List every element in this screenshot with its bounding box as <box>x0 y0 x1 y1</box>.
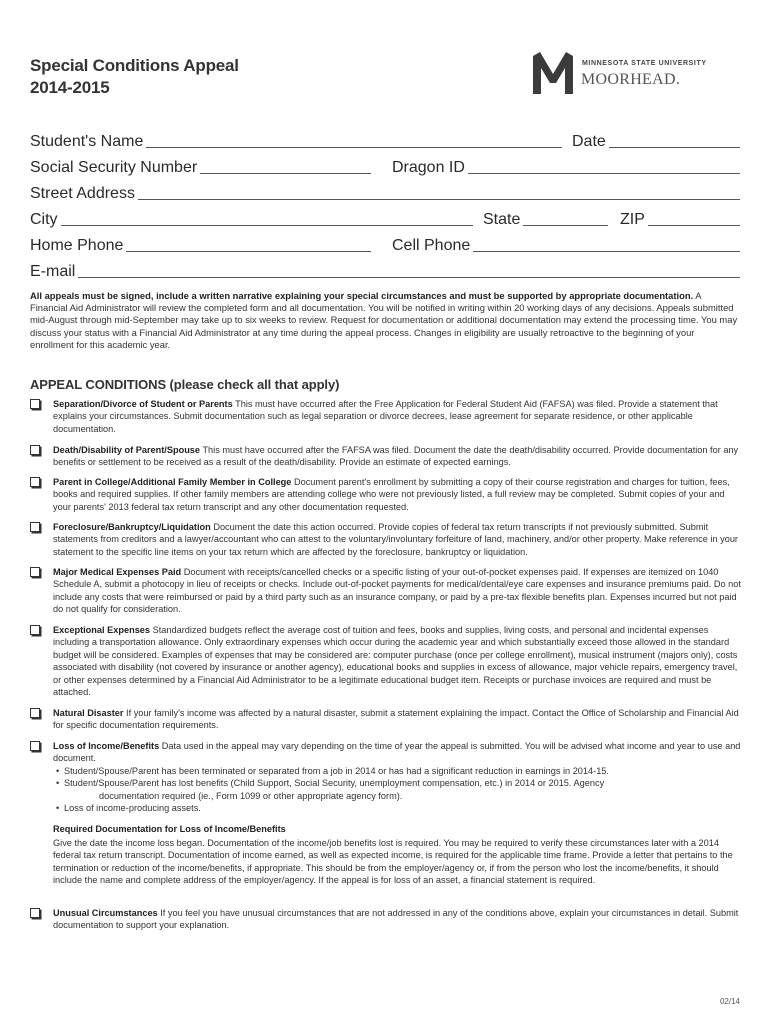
condition-text: If your family's income was affected by a natural disaster, submit a statement explaining the impact. Contact the Office of Scholarship and Financial Aid for specific documentation requirements. <box>53 708 739 731</box>
state-label: State <box>483 211 521 228</box>
condition-text: Document with receipts/cancelled checks or a specific listing of your out-of-pocket expenses paid. If expenses are itemized on 1040 Schedule A, submit a photocopy in lieu of receipts or checks. Include out-of-pocket payments for medical/dental/eye care expenses and insurance premiums paid. Do not include any costs that were reimbursed or paid by a third party such as an insurance company, or paid by a pre-tax flexible benefits plan. Expenses incurred but not paid do not qualify for consideration. <box>53 567 741 615</box>
home-phone-line[interactable] <box>126 241 371 252</box>
condition-title: Foreclosure/Bankruptcy/Liquidation <box>53 522 211 532</box>
logo-name-text: MOORHEAD. <box>581 71 681 88</box>
ssn-line[interactable] <box>200 163 371 174</box>
list-item-text: Student/Spouse/Parent has lost benefits (Child Support, Social Security, unemployment compensation, etc.) in 2014 or 2015. Agency <box>64 778 605 789</box>
condition-death-disability <box>30 444 742 469</box>
student-name-line[interactable] <box>146 137 562 148</box>
condition-text: Document parent's enrollment by submitting a copy of their course registration and charges for tuition, fees, books and required supplies. If other family members are attending college who were not previously listed, a full review may be completed. Submit copies of your and your parents' 2013 federal tax return transcript and any other documentation requested. <box>53 477 730 512</box>
condition-text: If you feel you have unusual circumstances that are not addressed in any of the conditions above, explain your circumstances in detail. Submit documentation to support your explanation. <box>53 908 739 931</box>
condition-title: Loss of Income/Benefits <box>53 741 160 751</box>
form-title-line2: 2014-2015 <box>30 78 110 97</box>
home-phone-field[interactable] <box>30 238 371 252</box>
zip-label: ZIP <box>620 211 645 228</box>
checkbox[interactable] <box>30 399 40 409</box>
dragon-id-label: Dragon ID <box>392 159 465 176</box>
condition-text: This must have occurred after the Free Application for Federal Student Aid (FAFSA) was filed. Provide a statement that explains your circumstances. Submit documentation such as legal separation or divorce decrees, lease agreement for separate residence, or other applicable documentation. <box>53 399 718 434</box>
street-address-line[interactable] <box>138 189 740 200</box>
intro-body-text: A Financial Aid Administrator will review the completed form and all documentation. You will be notified in writing within 20 working days of any decisions. Appeals submitted mid-August through mid-September may take up to six weeks to review. Request for documentation or additional documentation may extend the processing time. You may discuss your status with a Financial Aid Administrator at any time during the appeal process. Changes in eligibility are usually retroactive to the beginning of your enrollment for this academic year. <box>30 290 738 350</box>
list-item-text: Loss of income-producing assets. <box>64 803 201 814</box>
checkbox[interactable] <box>30 741 40 751</box>
cell-phone-label: Cell Phone <box>392 237 471 254</box>
m-logo-icon <box>530 50 576 96</box>
loss-of-income-list <box>53 765 742 815</box>
street-address-field[interactable] <box>30 186 740 200</box>
condition-unusual-circumstances <box>30 907 742 932</box>
condition-text: Document the date this action occurred. Provide copies of federal tax return transcripts if not previously submitted. Submit statements from creditors and a lawyer/accountant who can attest to the voluntary/involuntary forfeiture of land, machinery, and/or other property. Make reference in your statement to the specific line items on your tax return which are affected by the foreclosure, bankruptcy or liquidation. <box>53 522 738 557</box>
checkbox[interactable] <box>30 567 40 577</box>
email-label: E-mail <box>30 263 76 280</box>
condition-title: Major Medical Expenses Paid <box>53 567 182 577</box>
zip-line[interactable] <box>648 215 740 226</box>
checkbox[interactable] <box>30 625 40 635</box>
list-item: • Student/Spouse/Parent has lost benefits (Child Support, Social Security, unemployment compensation, etc.) in 2014 or 2015. Agency documentation required (ie., Form 1099 or other appropriate agency form). <box>53 777 742 802</box>
required-doc-text: Give the date the income loss began. Documentation of the income/job benefits lost is required. You may be required to verify these circumstances later with a 2014 federal tax return transcript. Documentation of income earned, as well as expected income, is required for the applicable time frame. Provide a letter that pertains to the termination or reduction of the income/benefits, if appropriate. This should be from the employer/agency or, if from the person who lost the income/benefits, it should include the name and complete address of the employer/agency. If the appeal is for loss of an asset, a financial statement is required. <box>53 838 733 886</box>
condition-text: Data used in the appeal may vary depending on the time of year the appeal is submitted. You will be advised what income and year to use and document. <box>53 741 741 764</box>
condition-title: Parent in College/Additional Family Member in College <box>53 477 292 487</box>
dragon-id-field[interactable] <box>392 160 740 174</box>
city-field[interactable] <box>30 212 473 226</box>
form-title <box>30 55 239 99</box>
state-field[interactable] <box>483 212 608 226</box>
condition-title: Separation/Divorce of Student or Parents <box>53 399 233 409</box>
condition-separation-divorce <box>30 398 742 435</box>
condition-text: This must have occurred after the FAFSA was filed. Document the date the death/disability occurred. Provide documentation for any benefits or settlement to be received as a result of the death/disability. Provide an estimate of expected earnings. <box>53 445 739 468</box>
condition-title: Exceptional Expenses <box>53 625 151 635</box>
checkbox[interactable] <box>30 522 40 532</box>
condition-major-medical <box>30 566 742 616</box>
list-item-text: Student/Spouse/Parent has been terminated or separated from a job in 2014 or has had a significant reduction in earnings in 2014-15. <box>64 765 609 776</box>
date-line[interactable] <box>609 137 740 148</box>
required-doc-heading: Required Documentation for Loss of Income/Benefits <box>53 824 286 834</box>
condition-title: Unusual Circumstances <box>53 908 158 918</box>
student-name-label: Student's Name <box>30 133 144 150</box>
checkbox[interactable] <box>30 445 40 455</box>
student-name-field[interactable] <box>30 134 562 148</box>
condition-loss-of-income <box>30 740 742 814</box>
zip-field[interactable] <box>620 212 740 226</box>
appeal-conditions-heading: APPEAL CONDITIONS (please check all that apply) <box>30 377 340 392</box>
state-line[interactable] <box>523 215 608 226</box>
date-label: Date <box>572 133 606 150</box>
condition-title: Death/Disability of Parent/Spouse <box>53 445 201 455</box>
ssn-field[interactable] <box>30 160 371 174</box>
home-phone-label: Home Phone <box>30 237 124 254</box>
list-item: • Loss of income-producing assets. <box>56 803 201 814</box>
list-item-continuation: documentation required (ie., Form 1099 or other appropriate agency form). <box>99 790 403 801</box>
checkbox[interactable] <box>30 908 40 918</box>
ssn-label: Social Security Number <box>30 159 198 176</box>
intro-paragraph <box>30 290 740 351</box>
email-field[interactable] <box>30 264 740 278</box>
condition-foreclosure <box>30 521 742 558</box>
condition-title: Natural Disaster <box>53 708 124 718</box>
email-line[interactable] <box>78 267 740 278</box>
university-logo <box>530 50 740 98</box>
list-item: • Student/Spouse/Parent has been terminated or separated from a job in 2014 or has had a significant reduction in earnings in 2014-15. <box>56 765 609 776</box>
condition-exceptional-expenses <box>30 624 742 698</box>
condition-parent-in-college <box>30 476 742 513</box>
condition-natural-disaster <box>30 707 742 732</box>
city-label: City <box>30 211 58 228</box>
date-field[interactable] <box>572 134 740 148</box>
city-line[interactable] <box>61 215 473 226</box>
cell-phone-field[interactable] <box>392 238 740 252</box>
cell-phone-line[interactable] <box>473 241 740 252</box>
form-title-line1: Special Conditions Appeal <box>30 56 239 75</box>
dragon-id-line[interactable] <box>468 163 740 174</box>
logo-university-text: MINNESOTA STATE UNIVERSITY <box>582 60 707 67</box>
condition-text: Standardized budgets reflect the average cost of tuition and fees, books and supplies, living costs, and personal and incidental expenses including a transportation allowance. Only extraordinary expenses which occur during the academic year and which substantially exceed those allowed in the standard budget will be considered. Examples of expenses that may be considered are: computer purchase (once per college enrollment), musical instrument (majors only), costs associated with disability (not covered by insurance or another agency), educational books and supplies in excess of allowance, major vehicle repairs, emergency travel, or other expenses determined by a Financial Aid Administrator to be a legitimate educational budget item. Receipts or purchase invoices are required and must be attached. <box>53 625 738 698</box>
checkbox[interactable] <box>30 477 40 487</box>
intro-bold-text: All appeals must be signed, include a written narrative explaining your special circumstances and must be supported by appropriate documentation. <box>30 290 694 301</box>
street-address-label: Street Address <box>30 185 135 202</box>
form-revision-date: 02/14 <box>719 997 740 1006</box>
checkbox[interactable] <box>30 708 40 718</box>
